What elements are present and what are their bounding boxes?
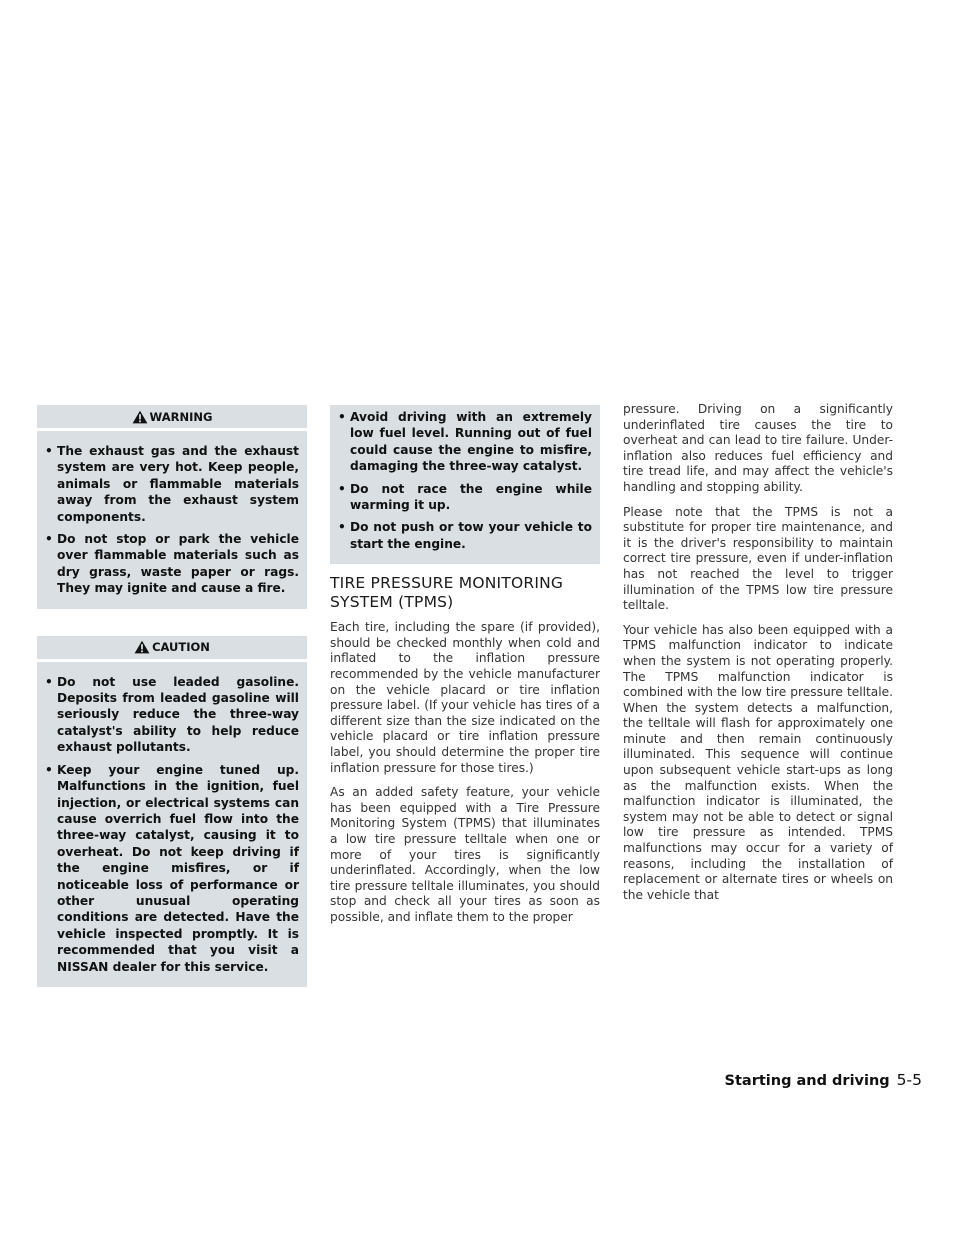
section-heading bbox=[330, 574, 600, 612]
bullet: • bbox=[338, 410, 346, 424]
body-paragraph: Please note that the TPMS is not a substitute for proper tire maintenance, and it is the driver's responsibility to maintain correct tire pressure, even if under-inflation has not reached the level to trigger illumination of the TPMS low tire pressure telltale. bbox=[623, 504, 893, 613]
caution-item-text: Keep your engine tuned up. Malfunctions in the ignition, fuel injection, or electrical systems can cause overrich fuel flow into the three-way catalyst, causing it to overheat. Do not keep driving if the engine misfires, or if noticeable loss of performance or other unusual operating conditions are detected. Have the vehicle inspected promptly. It is recommended that you visit a NISSAN dealer for this service. bbox=[57, 762, 299, 974]
caution-continued-box bbox=[330, 405, 600, 564]
page-number: 5-5 bbox=[896, 1071, 922, 1089]
footer-section-title: Starting and driving bbox=[724, 1073, 890, 1089]
bullet: • bbox=[338, 481, 346, 496]
caution-icon bbox=[134, 640, 150, 654]
warning-item bbox=[45, 443, 299, 525]
caution-item-text: Do not push or tow your vehicle to start the engine. bbox=[350, 520, 592, 551]
bullet: • bbox=[45, 674, 53, 689]
warning-item-text: The exhaust gas and the exhaust system are very hot. Keep people, animals or flammable materials away from the exhaust system components. bbox=[57, 444, 299, 524]
warning-item-text: Do not stop or park the vehicle over flammable materials such as dry grass, waste paper or rags. They may ignite and cause a fire. bbox=[57, 532, 299, 596]
bullet: • bbox=[45, 762, 53, 777]
left-column bbox=[37, 405, 307, 1007]
caution-item bbox=[45, 674, 299, 756]
caution-list bbox=[37, 662, 307, 975]
middle-column bbox=[330, 405, 600, 935]
warning-box bbox=[37, 405, 307, 609]
body-paragraph: pressure. Driving on a significantly underinflated tire causes the tire to overheat and can lead to tire failure. Under-inflation also reduces fuel efficiency and tire tread life, and may affect the vehicle's handling and stopping ability. bbox=[623, 402, 893, 494]
bullet: • bbox=[45, 444, 53, 458]
section-heading-line2: SYSTEM (TPMS) bbox=[330, 593, 454, 612]
caution-item-text: Avoid driving with an extremely low fuel level. Running out of fuel could cause the engine to misfire, damaging the three-way catalyst. bbox=[350, 410, 592, 474]
warning-icon bbox=[132, 410, 148, 424]
caution-item bbox=[45, 762, 299, 975]
body-paragraph: Each tire, including the spare (if provided), should be checked monthly when cold and inflated to the inflation pressure recommended by the vehicle manufacturer on the vehicle placard or tire inflation pressure label. (If your vehicle has tires of a different size than the size indicated on the vehicle placard or tire inflation pressure label, you should determine the proper tire inflation pressure for those tires.) bbox=[330, 620, 600, 775]
section-heading-line1: TIRE PRESSURE MONITORING bbox=[330, 574, 564, 593]
body-paragraph: Your vehicle has also been equipped with a TPMS malfunction indicator to indicate when the system is not operating properly. The TPMS malfunction indicator is combined with the low tire pressure telltale. When the system detects a malfunction, the telltale will flash for approximately one minute and then remain continuously illuminated. This sequence will continue upon subsequent vehicle start-ups as long as the malfunction exists. When the malfunction indicator is illuminated, the system may not be able to detect or signal low tire pressure as intended. TPMS malfunctions may occur for a variety of reasons, including the installation of replacement or alternate tires or wheels on the vehicle that bbox=[623, 622, 893, 902]
warning-item bbox=[45, 531, 299, 597]
caution-item bbox=[338, 481, 592, 514]
page-footer bbox=[725, 1071, 922, 1089]
caution-title-text: CAUTION bbox=[152, 640, 210, 655]
warning-list bbox=[37, 431, 307, 597]
body-paragraph: As an added safety feature, your vehicle has been equipped with a Tire Pressure Monitoring System (TPMS) that illuminates a low tire pressure telltale when one or more of your tires is significantly underinflated. Accordingly, when the low tire pressure telltale illuminates, you should stop and check all your tires as soon as possible, and inflate them to the proper bbox=[330, 785, 600, 924]
caution-box bbox=[37, 636, 307, 987]
caution-item-text: Do not use leaded gasoline. Deposits from leaded gasoline will seriously reduce the three-way catalyst's ability to help reduce exhaust pollutants. bbox=[57, 674, 299, 755]
caution-item bbox=[338, 519, 592, 552]
caution-item-text: Do not race the engine while warming it up. bbox=[350, 481, 592, 513]
caution-item bbox=[338, 409, 592, 475]
caution-title bbox=[37, 636, 307, 662]
warning-title bbox=[37, 405, 307, 431]
caution-continued-list bbox=[330, 409, 600, 552]
bullet: • bbox=[338, 520, 346, 535]
right-column bbox=[623, 402, 893, 912]
warning-title-text: WARNING bbox=[149, 409, 213, 424]
bullet: • bbox=[45, 532, 53, 547]
